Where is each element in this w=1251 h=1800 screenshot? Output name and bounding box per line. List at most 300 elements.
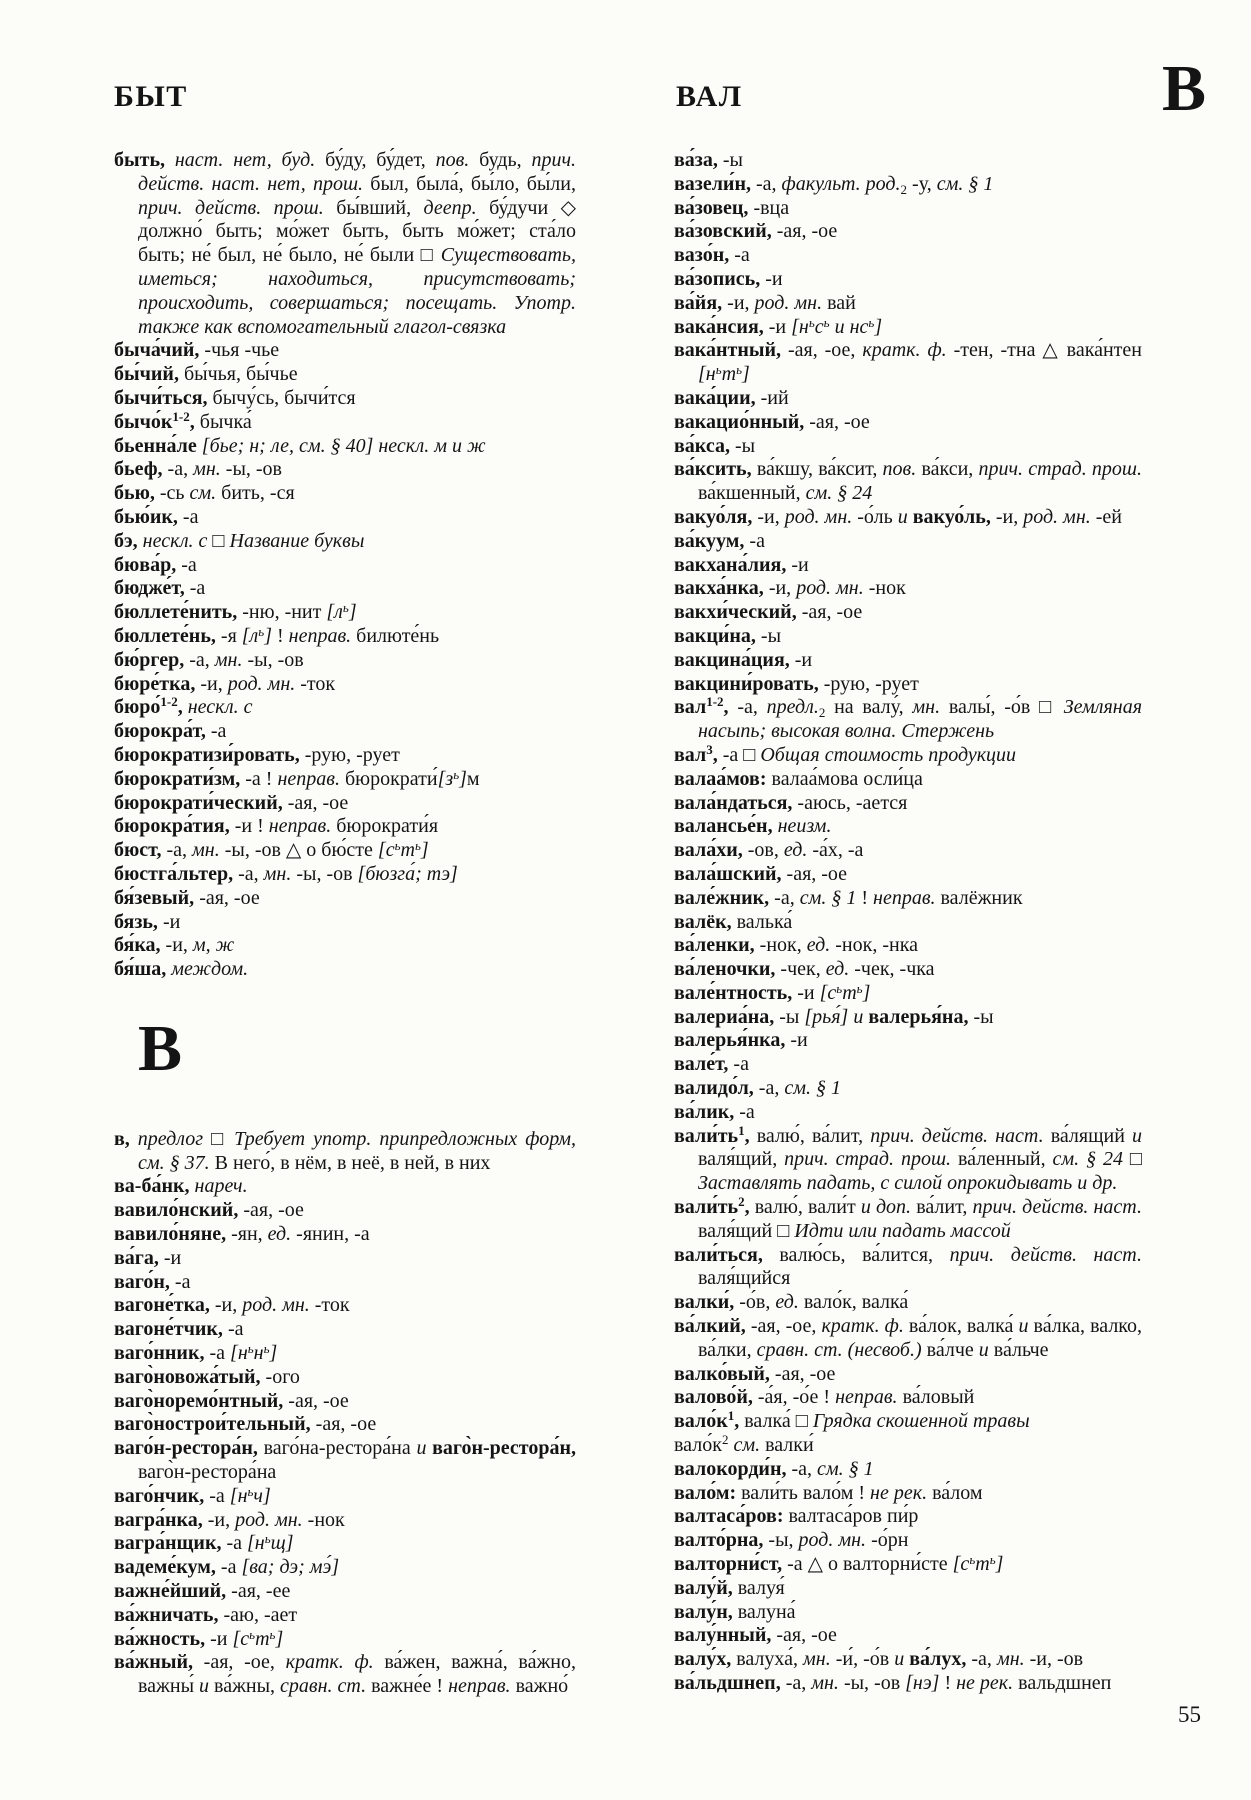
- entry-text-run: вагоне́тка,: [114, 1294, 215, 1317]
- entry-text-run: ]: [269, 1342, 278, 1365]
- entry-text-run: ва́зопись,: [674, 267, 766, 290]
- entry-text-run: ]: [995, 1553, 1004, 1576]
- entry-text-run: -и: [791, 553, 809, 576]
- entry-text-run: ва́лух,: [909, 1648, 972, 1671]
- entry-text-run: нареч.: [194, 1175, 248, 1198]
- dictionary-entry: [674, 1601, 1142, 1625]
- dictionary-entry: [674, 1101, 1142, 1125]
- dictionary-entry: [674, 1529, 1142, 1553]
- dictionary-entry: [674, 339, 1142, 387]
- entry-text-run: -и́, -о́в: [835, 1648, 895, 1671]
- entry-text-run: прич. страд. прош.: [978, 458, 1143, 481]
- entry-text-run: Грядка скошенной травы: [812, 1410, 1030, 1433]
- entry-text-run: бюро́: [114, 696, 161, 719]
- entry-text-run: валтаса́ров:: [674, 1505, 789, 1528]
- entry-text-run: ваго́на-рестора́на: [263, 1437, 417, 1460]
- dictionary-entry: [114, 1366, 576, 1390]
- dictionary-entry: [114, 792, 576, 816]
- entry-text-run: факульт. род.: [781, 172, 901, 195]
- entry-text-run: бы́вший,: [336, 196, 424, 219]
- dictionary-entry: [674, 435, 1142, 459]
- entry-text-run: -рую, -рует: [823, 672, 919, 695]
- entry-text-run: -и, -ов: [1029, 1648, 1084, 1671]
- dictionary-entry: [114, 408, 576, 435]
- entry-text-run: □: [212, 529, 230, 552]
- entry-text-run: ва́кса,: [674, 434, 735, 457]
- running-head-right: ВАЛ: [676, 80, 743, 113]
- entry-text-run: ,: [712, 743, 723, 766]
- entry-text-run: Существовать, иметься; находиться, присутствовать; происходить, совершаться; посещать. Употр. также как вспомогательный глагол-связка: [138, 244, 576, 338]
- entry-text-run: валу́й,: [674, 1576, 738, 1599]
- entry-text-run: -ы, -ов: [247, 648, 304, 671]
- entry-text-run: -а !: [245, 767, 278, 790]
- corner-section-letter: В: [1162, 52, 1207, 125]
- entry-text-run: Общая стоимость продукции: [760, 743, 1017, 766]
- entry-text-run: вало́к, валка́: [803, 1291, 909, 1314]
- entry-text-run: валу́х,: [674, 1648, 737, 1671]
- dictionary-entry: [674, 741, 1142, 768]
- entry-text-run: -и,: [214, 1294, 243, 1317]
- entry-text-run: -а,: [737, 696, 767, 719]
- entry-text-run: неправ.: [873, 886, 941, 909]
- entry-text-run: нескл. с: [142, 529, 213, 552]
- entry-text-run: н: [253, 1342, 264, 1365]
- entry-text-run: валидо́л,: [674, 1077, 759, 1100]
- entry-text-run: -нок,: [759, 934, 807, 957]
- entry-text-run: -чья -чье: [204, 339, 280, 362]
- entry-text-run: валаа́мова осли́ца: [771, 767, 923, 790]
- entry-text-run: будь,: [479, 149, 532, 171]
- dictionary-entry: [114, 1437, 576, 1485]
- entry-text-run: ,: [189, 410, 200, 433]
- entry-text-run: ]: [348, 601, 357, 624]
- entry-text-run: -и: [210, 1627, 233, 1650]
- entry-text-run: бюрократи́зм,: [114, 767, 246, 790]
- entry-text-run: вазели́н,: [674, 172, 756, 195]
- entry-text-run: мн.: [192, 839, 225, 862]
- entry-text-run: ва-ба́нк,: [114, 1175, 195, 1198]
- dictionary-entry: [674, 197, 1142, 221]
- entry-text-run: вадеме́кум,: [114, 1556, 221, 1579]
- entry-text-run: мн.: [263, 862, 297, 885]
- entry-text-run: прич. действ. наст.: [949, 1243, 1142, 1266]
- entry-text-run: бюллете́нь,: [114, 624, 221, 647]
- dictionary-entry: [674, 1410, 1142, 1434]
- entry-text-run: -я: [220, 624, 242, 647]
- entry-text-run: -а,: [758, 1077, 785, 1100]
- dictionary-entry: [674, 577, 1142, 601]
- entry-text-run: ваго̀новожа́тый,: [114, 1365, 266, 1388]
- entry-text-run: -ы, -ов: [225, 458, 282, 481]
- entry-text-run: -аю, -ает: [223, 1603, 298, 1626]
- entry-text-run: -и,: [768, 577, 797, 600]
- entry-text-run: род. мн.: [798, 1529, 872, 1552]
- entry-text-run: -а,: [167, 458, 194, 481]
- entry-text-run: бьенна́ле: [114, 434, 202, 457]
- dictionary-entry: [674, 292, 1142, 316]
- entry-text-run: [бюзга́; тэ]: [357, 862, 458, 885]
- entry-text-run: валька́: [736, 910, 793, 933]
- dictionary-entry: [114, 744, 576, 768]
- section-letter: В: [138, 1011, 183, 1085]
- entry-text-run: -ток: [314, 1294, 350, 1317]
- entry-text-run: -нок: [868, 577, 906, 600]
- entry-text-run: ]: [264, 624, 277, 647]
- dictionary-entry: [674, 1458, 1142, 1482]
- entry-text-run: -ая, -ое: [809, 410, 870, 433]
- entry-text-run: -тен, -тна △ вака́нтен: [953, 339, 1143, 362]
- entry-text-run: бы́чий,: [114, 363, 184, 386]
- dictionary-entry: [114, 149, 576, 339]
- entry-text-run: междом.: [171, 958, 249, 981]
- entry-text-run: ,: [723, 696, 738, 719]
- entry-text-run: валериа́на,: [674, 1005, 780, 1028]
- entry-text-run: неправ.: [288, 624, 357, 647]
- entry-text-run: наст. нет, буд.: [174, 149, 326, 171]
- entry-text-run: -а: [739, 1100, 755, 1123]
- entry-text-run: и: [978, 1338, 994, 1361]
- entry-text-run: [з: [437, 767, 454, 790]
- entry-text-run: -ого: [265, 1365, 300, 1388]
- entry-text-run: вало́м:: [674, 1481, 742, 1504]
- dictionary-entry: [114, 387, 576, 411]
- entry-text-run: -а: [220, 1556, 242, 1579]
- entry-text-run: и нс: [829, 315, 869, 338]
- entry-text-run: -а: [749, 529, 765, 552]
- entry-text-run: ва́жны,: [214, 1675, 281, 1698]
- dictionary-entry: [114, 435, 576, 459]
- entry-text-run: ед.: [775, 1291, 804, 1314]
- entry-text-run: -сь: [159, 482, 190, 505]
- entry-text-run: вале́жник,: [674, 886, 775, 909]
- entry-text-run: мн.: [803, 1648, 836, 1671]
- entry-text-run: -ая, -ое,: [203, 1651, 286, 1674]
- dictionary-entry: [674, 1029, 1142, 1053]
- entry-text-run: -а,: [785, 1672, 812, 1694]
- entry-text-run: -ий: [760, 386, 789, 409]
- entry-text-run: род. мн.: [754, 291, 828, 314]
- entry-text-run: валуха́,: [736, 1648, 804, 1671]
- entry-text-run: -а: [210, 720, 227, 743]
- entry-text-run: валуя́: [737, 1576, 785, 1599]
- dictionary-entry: [674, 173, 1142, 197]
- entry-text-run: вальдшнеп: [1018, 1672, 1112, 1694]
- left-column: [114, 149, 576, 1699]
- entry-text-run: ,: [744, 1124, 757, 1147]
- entry-text-run: -а □: [722, 743, 761, 766]
- entry-text-run: т: [255, 1627, 270, 1650]
- entry-text-run: ь: [856, 980, 863, 996]
- entry-text-run: бить, -ся: [221, 482, 295, 505]
- entry-text-run: пов.: [435, 149, 480, 171]
- entry-text-run: вагра́нщик,: [114, 1532, 227, 1555]
- entry-text-run: -и: [768, 315, 792, 338]
- entry-text-run: -чек,: [780, 958, 826, 981]
- entry-text-run: ,: [177, 696, 188, 719]
- entry-text-run: 2: [738, 1194, 745, 1210]
- entry-text-run: -ая, -ое,: [750, 1315, 822, 1338]
- entry-text-run: и: [416, 1437, 433, 1460]
- entry-text-run: -и,: [200, 672, 228, 695]
- entry-text-run: ]: [862, 981, 871, 1004]
- entry-text-run: ваго́н-рестора́н,: [114, 1437, 264, 1460]
- entry-text-run: -а́х, -а: [812, 839, 864, 862]
- entry-text-run: прич. действ. наст.: [870, 1124, 1051, 1147]
- entry-text-run: ь: [269, 1626, 276, 1642]
- entry-text-run: -ая, -ое: [774, 1362, 836, 1385]
- dictionary-entry: [114, 363, 576, 387]
- entry-text-run: бюва́р,: [114, 553, 182, 576]
- entry-text-run: род. мн.: [1023, 505, 1096, 528]
- entry-text-run: ва́лом: [932, 1481, 983, 1504]
- entry-text-run: ь: [258, 623, 265, 639]
- dictionary-entry: [114, 839, 576, 863]
- dictionary-entry: [674, 1244, 1142, 1292]
- dictionary-entry: [114, 863, 576, 887]
- entry-text-run: -а: [189, 577, 206, 600]
- entry-text-run: ]: [275, 1627, 284, 1650]
- dictionary-entry: [114, 1580, 576, 1604]
- entry-text-run: бюдже́т,: [114, 577, 190, 600]
- entry-text-run: -а,: [971, 1648, 997, 1671]
- entry-text-run: быть,: [114, 149, 175, 171]
- dictionary-entry: [114, 887, 576, 911]
- entry-text-run: см.: [189, 482, 222, 505]
- entry-text-run: -а: [209, 1484, 230, 1507]
- entry-text-run: валю́, ва́лит,: [756, 1124, 871, 1147]
- entry-text-run: ед.: [267, 1223, 297, 1246]
- entry-text-run: -аюсь, -ается: [797, 791, 908, 814]
- entry-text-run: ва́куум,: [674, 529, 750, 552]
- entry-text-run: [рья́] и: [804, 1005, 869, 1028]
- dictionary-entry: [674, 506, 1142, 530]
- entry-text-run: бу́дучи ◇ должно́ быть; мо́жет быть, быть мо́жет; ста́ло быть; не́ был, не́ было, не́ были □: [138, 196, 576, 267]
- entry-text-run: см. § 1: [817, 1457, 874, 1480]
- entry-text-run: -ню, -нит: [242, 601, 327, 624]
- entry-text-run: бычу́сь, бычи́тся: [212, 386, 356, 409]
- entry-text-run: ваго̀нострои́тельный,: [114, 1413, 316, 1436]
- dictionary-entry: [114, 530, 576, 554]
- entry-text-run: -и,: [995, 505, 1024, 528]
- entry-text-run: пов.: [882, 458, 922, 481]
- entry-text-run: -а,: [774, 886, 800, 909]
- entry-text-run: валю́сь, ва́лится,: [779, 1243, 950, 1266]
- entry-text-run: ва́лче: [926, 1338, 979, 1361]
- entry-text-run: [нэ]: [905, 1672, 945, 1694]
- entry-text-run: см. § 1: [784, 1077, 841, 1100]
- entry-text-run: валерья́нка,: [674, 1029, 791, 1052]
- entry-text-run: ва́зовский,: [674, 220, 777, 243]
- entry-text-run: ва́га,: [114, 1246, 164, 1269]
- entry-text-run: быча́чий,: [114, 339, 205, 362]
- dictionary-entry: [674, 792, 1142, 816]
- entry-text-run: вавило́нский,: [114, 1199, 244, 1222]
- entry-text-run: -ая, -ое: [243, 1199, 304, 1222]
- entry-text-run: вакцини́ровать,: [674, 672, 824, 695]
- entry-text-run: предлог: [137, 1127, 212, 1150]
- entry-text-run: -ая, -ое: [776, 220, 838, 243]
- entry-text-run: важне́е !: [371, 1675, 449, 1698]
- entry-text-run: -ы: [973, 1005, 994, 1028]
- entry-text-run: бюрократи́я: [336, 815, 439, 838]
- dictionary-entry: [674, 1577, 1142, 1601]
- entry-text-run: Земляная насыпь; высокая волна. Стержень: [698, 696, 1143, 743]
- entry-text-run: валуна́: [737, 1600, 796, 1623]
- entry-text-run: род. мн.: [227, 672, 301, 695]
- entry-text-run: -а,: [189, 648, 215, 671]
- dictionary-entry: [674, 1434, 1142, 1458]
- entry-text-run: -и: [797, 981, 820, 1004]
- entry-text-run: сравн. ст. (несвоб.): [756, 1338, 927, 1361]
- entry-text-run: -а,: [238, 862, 264, 885]
- dictionary-entry: [114, 339, 576, 363]
- dictionary-entry: [674, 1648, 1142, 1672]
- entry-text-run: В него́, в нём, в неё, в ней, в них: [214, 1151, 491, 1174]
- entry-text-run: вакацио́нный,: [674, 410, 810, 433]
- entry-text-run: ]: [459, 767, 467, 790]
- dictionary-entry: [114, 815, 576, 839]
- entry-text-run: т: [400, 839, 415, 862]
- entry-text-run: неправ.: [448, 1675, 516, 1698]
- entry-text-run: бюрократи́ческий,: [114, 791, 288, 814]
- entry-text-run: прич. действ. наст.: [972, 1196, 1142, 1219]
- entry-text-run: -и: [162, 910, 181, 933]
- entry-text-run: □: [211, 1127, 235, 1150]
- entry-text-run: не рек.: [956, 1672, 1019, 1694]
- entry-text-run: -о́в,: [739, 1291, 776, 1314]
- entry-text-run: бью́ик,: [114, 505, 183, 528]
- entry-text-run: валерья́на,: [868, 1005, 974, 1028]
- entry-text-run: вал: [674, 743, 707, 766]
- entry-text-run: род. мн.: [235, 1508, 308, 1531]
- right-column: [674, 149, 1142, 1696]
- entry-text-run: [л: [326, 601, 343, 624]
- entry-text-run: валу́н,: [674, 1600, 738, 1623]
- dictionary-entry: [674, 839, 1142, 863]
- dictionary-entry: [674, 1077, 1142, 1101]
- entry-text-run: !: [944, 1672, 957, 1694]
- entry-text-run: ь: [249, 1626, 256, 1642]
- dictionary-entry: [674, 768, 1142, 792]
- entry-text-run: валки́,: [674, 1291, 740, 1314]
- dictionary-entry: [674, 958, 1142, 982]
- entry-text-run: ь: [808, 314, 815, 330]
- entry-text-run: -и: [163, 1246, 182, 1269]
- entry-text-run: валаа́мов:: [674, 767, 772, 790]
- dictionary-entry: [674, 696, 1142, 744]
- entry-text-run: кратк. ф.: [285, 1651, 385, 1674]
- dictionary-entry: [674, 458, 1142, 506]
- entry-text-run: и: [1018, 1315, 1034, 1338]
- entry-text-run: кратк. ф.: [862, 339, 954, 362]
- entry-text-run: [н: [247, 1532, 265, 1555]
- entry-text-run: -и !: [234, 815, 269, 838]
- entry-text-run: -ая, -ое: [801, 601, 863, 624]
- entry-text-run: вагра́нка,: [114, 1508, 208, 1531]
- entry-text-run: ь: [989, 1552, 996, 1568]
- entry-text-run: вавило́няне,: [114, 1223, 232, 1246]
- dictionary-entry: [674, 1386, 1142, 1410]
- entry-text-run: бюрократи́: [344, 767, 438, 790]
- entry-text-run: -а,: [791, 1457, 818, 1480]
- entry-text-run: валто́рна,: [674, 1529, 769, 1552]
- dictionary-entry: [674, 1482, 1142, 1506]
- entry-text-run: важно́: [515, 1675, 569, 1698]
- entry-text-run: [н: [229, 1484, 248, 1507]
- entry-text-run: вакуо́ля,: [674, 505, 758, 528]
- entry-text-run: -и: [794, 648, 813, 671]
- entry-text-run: на валу́,: [825, 696, 913, 719]
- entry-text-run: -а: [181, 553, 197, 576]
- entry-text-run: мн.: [912, 696, 949, 719]
- entry-text-run: ]: [742, 363, 750, 386]
- entry-text-run: ь: [823, 314, 830, 330]
- entry-text-run: 1: [727, 1408, 735, 1424]
- entry-text-run: [н: [230, 1342, 248, 1365]
- entry-text-run: ва́ловый: [902, 1386, 975, 1409]
- entry-text-run: -ы, -ов: [843, 1672, 906, 1694]
- entry-text-run: бюре́тка,: [114, 672, 201, 695]
- entry-text-run: валя́щий □: [698, 1219, 795, 1242]
- entry-text-run: Название буквы: [229, 529, 365, 552]
- entry-text-run: вали́ть вало́м !: [741, 1481, 871, 1504]
- dictionary-entry: [114, 1128, 576, 1176]
- entry-text-run: [бье; н; ле, см. § 40] нескл. м и ж: [201, 434, 486, 457]
- entry-text-run: бя́ка,: [114, 934, 166, 957]
- dictionary-entry: [114, 1223, 576, 1247]
- dictionary-entry: [114, 1271, 576, 1295]
- entry-text-run: ва́лка, валко, ва́лки,: [698, 1315, 1143, 1361]
- dictionary-entry: [114, 506, 576, 530]
- entry-text-run: ь: [836, 980, 843, 996]
- entry-text-run: -а: [209, 1342, 231, 1365]
- entry-text-run: ь: [247, 1341, 254, 1357]
- dictionary-entry: [674, 601, 1142, 625]
- dictionary-entry: [114, 1604, 576, 1628]
- entry-text-run: вало́к: [674, 1410, 728, 1433]
- entry-text-run: -ы, -ов: [296, 862, 358, 885]
- entry-text-run: -и: [790, 1029, 808, 1052]
- dictionary-entry: [674, 220, 1142, 244]
- page-number: 55: [1178, 1702, 1201, 1727]
- entry-text-run: -о́рн: [871, 1529, 909, 1552]
- entry-text-run: был, была́, бы́ло, бы́ли,: [370, 172, 576, 195]
- dictionary-entry: [674, 554, 1142, 578]
- entry-text-run: ваго̀н-рестора́на: [138, 1461, 277, 1484]
- entry-text-run: и: [1132, 1124, 1143, 1147]
- entry-text-run: □: [1129, 1148, 1143, 1171]
- entry-text-run: неправ.: [268, 815, 337, 838]
- entry-text-run: ва́лик,: [674, 1100, 740, 1123]
- entry-text-run: вака́нтный,: [674, 339, 788, 362]
- entry-text-run: вакхана́лия,: [674, 553, 792, 576]
- dictionary-entry: [674, 1006, 1142, 1030]
- dictionary-entry: [674, 149, 1142, 173]
- entry-text-run: бычка́: [199, 410, 252, 433]
- dictionary-entry: [114, 482, 576, 506]
- entry-text-run: бы́чья, бы́чье: [183, 363, 298, 386]
- entry-text-run: ваго̀н-рестора́н,: [432, 1437, 577, 1460]
- entry-text-run: ва́жничать,: [114, 1603, 224, 1626]
- entry-text-run: бю́ргер,: [114, 648, 190, 671]
- entry-text-run: ва́зовец,: [674, 196, 754, 219]
- entry-text-run: -а: [182, 505, 199, 528]
- entry-text-run: валя́щийся: [698, 1267, 791, 1290]
- dictionary-entry: [114, 720, 576, 744]
- entry-text-run: -ов,: [747, 839, 784, 862]
- entry-text-run: вала́шский,: [674, 862, 787, 885]
- entry-text-run: [л: [241, 624, 259, 647]
